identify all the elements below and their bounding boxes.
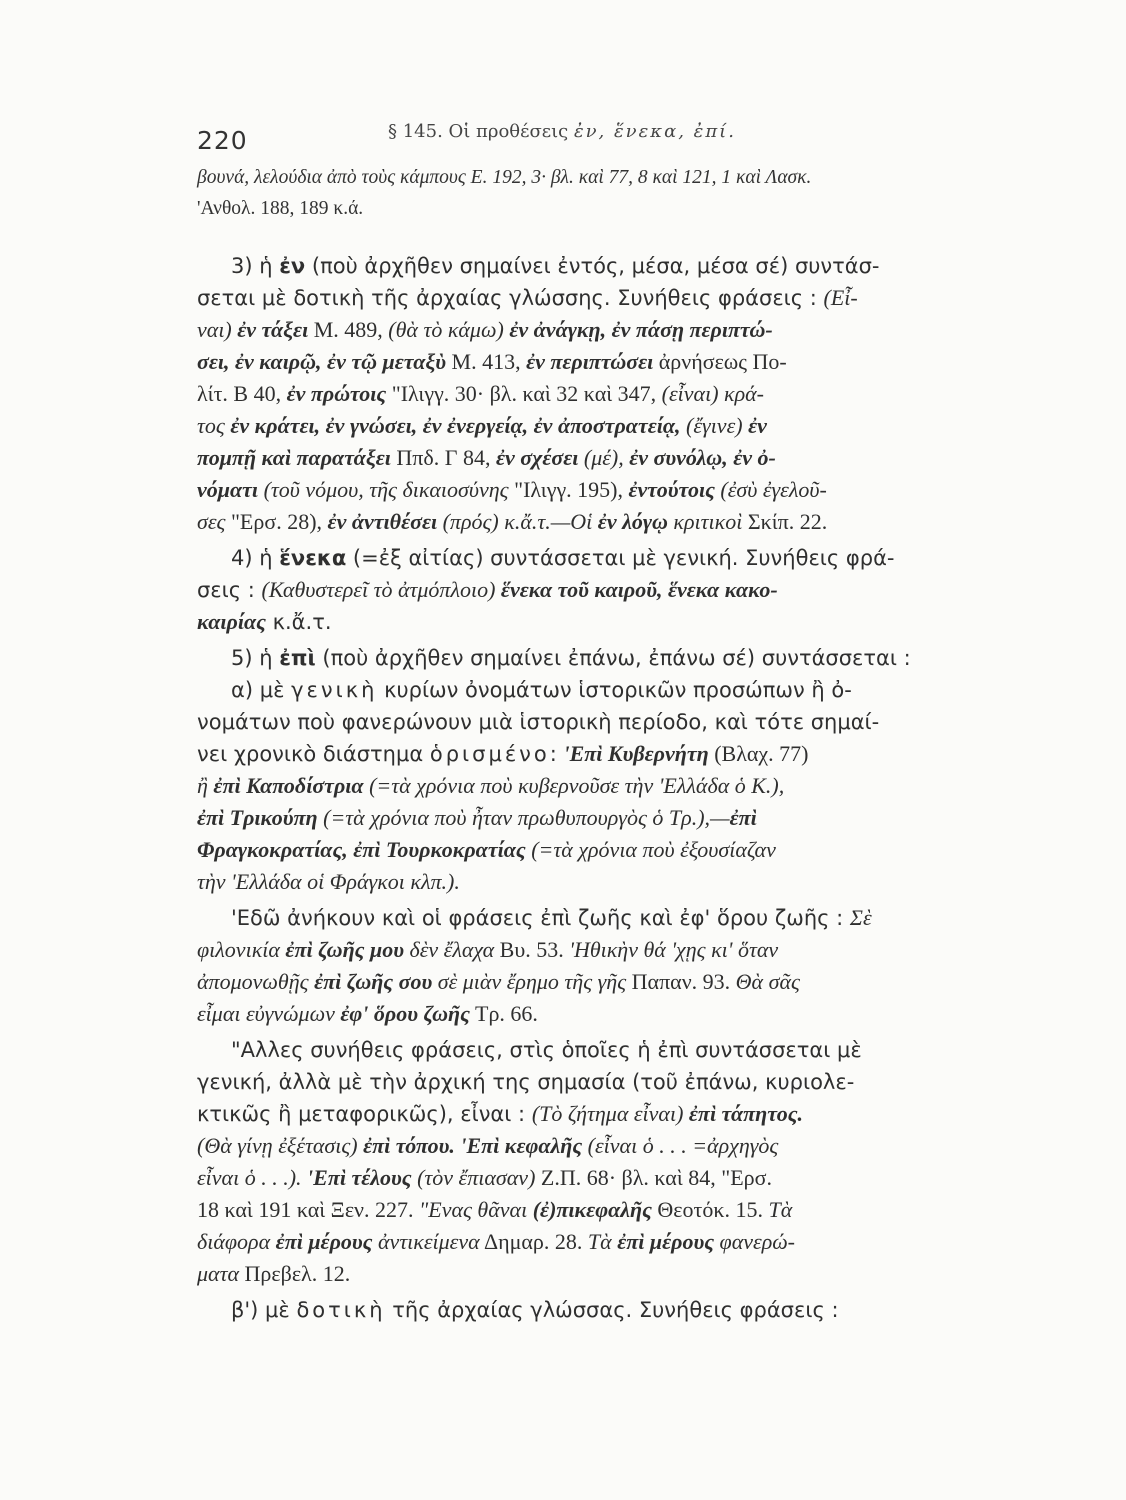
page-number: 220 [197, 126, 248, 155]
running-header-section: § 145. Οἱ προθέσεις [388, 121, 574, 142]
paragraph-epi-zois: 'Εδῶ ἀνήκουν καὶ οἱ φράσεις ἐπὶ ζωῆς καὶ ἐφ' ὅρου ζωῆς : Σὲ φιλονικία ἐπὶ ζωῆς μου δὲν ἔλαχα Βυ. 53. 'Ηθικὴν θά 'χῃς κι' ὅταν ἀπομονωθῇς ἐπὶ ζωῆς σου σὲ μιὰν ἔρημο τῆς γῆς Παπαν. 93. Θὰ σᾶς εἶμαι εὐγνώμων ἐφ' ὅρου ζωῆς Τρ. 66. [197, 905, 872, 1026]
running-header-prepositions: ἐν, ἕνεκα, ἐπί. [573, 121, 736, 142]
term-en: ἐν [279, 254, 306, 278]
paragraph-epi: 5) ἡ ἐπὶ (ποὺ ἀρχῆθεν σημαίνει ἐπάνω, ἐπάνω σέ) συντάσσεται : α) μὲ γενικὴ κυρίων ὀνομάτων ἱστορικῶν προσώπων ἢ ὀ- νομάτων ποὺ φανερώνουν μιὰ ἱστορικὴ περίοδο, καὶ τότε σημαί- νει χρονικὸ διάστημα ὁρισμένο: 'Επὶ Κυβερνήτη (Βλαχ. 77) ἢ ἐπὶ Καποδίστρια (=τὰ χρόνια ποὺ κυβερνοῦσε τὴν 'Ελλάδα ὁ Κ.), ἐπὶ Τρικούπη (=τὰ χρόνια ποὺ ἦταν πρωθυπουργὸς ὁ Τρ.),—ἐπὶ Φραγκοκρατίας, ἐπὶ Τουρκοκρατίας (=τὰ χρόνια ποὺ ἐξουσίαζαν τὴν 'Ελλάδα οἱ Φράγκοι κλπ.). [197, 646, 911, 894]
paragraph-other-phrases: "Αλλες συνήθεις φράσεις, στὶς ὁποῖες ἡ ἐπὶ συντάσσεται μὲ γενική, ἀλλὰ μὲ τὴν ἀρχική της σημασία (τοῦ ἐπάνω, κυριολε- κτικῶς ἢ μεταφορικῶς), εἶναι : (Τὸ ζήτημα εἶναι) ἐπὶ τάπητος. (Θὰ γίνῃ ἐξέτασις) ἐπὶ τόπου. 'Επὶ κεφαλῆς (εἶναι ὁ . . . =ἀρχηγὸς εἶναι ὁ . . .). 'Επὶ τέλους (τὸν ἔπιασαν) Ζ.Π. 68· βλ. καὶ 84, "Ερσ. 18 καὶ 191 καὶ Ξεν. 227. "Ενας θᾶναι (ἐ)πικεφαλῆς Θεοτόκ. 15. Τὰ διάφορα ἐπὶ μέρους ἀντικείμενα Δημαρ. 28. Τὰ ἐπὶ μέρους φανερώ- ματα Πρεβελ. 12. [197, 1038, 862, 1286]
term-epi: ἐπὶ [279, 646, 316, 670]
paragraph-eneka: 4) ἡ ἕνεκα (=ἐξ αἰτίας) συντάσσεται μὲ γενική. Συνήθεις φρά- σεις : (Καθυστερεῖ τὸ ἀτμόπλοιο) ἕνεκα τοῦ καιροῦ, ἕνεκα κακο- καιρίας κ.ἄ.τ. [197, 546, 895, 634]
paragraph-en: 3) ἡ ἐν (ποὺ ἀρχῆθεν σημαίνει ἐντός, μέσα, μέσα σέ) συντάσ- σεται μὲ δοτικὴ τῆς ἀρχαίας γλώσσης. Συνήθεις φράσεις : (Εἶ- ναι) ἐν τάξει Μ. 489, (θὰ τὸ κάμω) ἐν ἀνάγκῃ, ἐν πάσῃ περιπτώ- σει, ἐν καιρῷ, ἐν τῷ μεταξὺ Μ. 413, ἐν περιπτώσει ἀρνήσεως Πο- λίτ. Β 40, ἐν πρώτοις "Ιλιγγ. 30· βλ. καὶ 32 καὶ 347, (εἶναι) κρά- τος ἐν κράτει, ἐν γνώσει, ἐν ἐνεργείᾳ, ἐν ἀποστρατείᾳ, (ἔγινε) ἐν πομπῇ καὶ παρατάξει Ππδ. Γ 84, ἐν σχέσει (μέ), ἐν συνόλῳ, ἐν ὀ- νόματι (τοῦ νόμου, τῆς δικαιοσύνης "Ιλιγγ. 195), ἐντούτοις (ἐσὺ ἐγελοῦ- σες "Ερσ. 28), ἐν ἀντιθέσει (πρός) κ.ἄ.τ.—Οἱ ἐν λόγῳ κριτικοὶ Σκίπ. 22. [197, 254, 880, 534]
running-header [388, 121, 736, 142]
intro-line-2: 'Ανθολ. 188, 189 κ.ά. [197, 198, 364, 219]
paragraph-dative: β') μὲ δοτικὴ τῆς ἀρχαίας γλώσσας. Συνήθεις φράσεις : [231, 1298, 839, 1322]
intro-paragraph [197, 162, 1027, 224]
term-eneka: ἕνεκα [279, 546, 347, 570]
intro-line-1: βουνά, λελούδια ἀπὸ τοὺς κάμπους Ε. 192, 3· βλ. καὶ 77, 8 καὶ 121, 1 καὶ Λασκ. [197, 167, 812, 188]
body-text [197, 162, 1027, 1326]
